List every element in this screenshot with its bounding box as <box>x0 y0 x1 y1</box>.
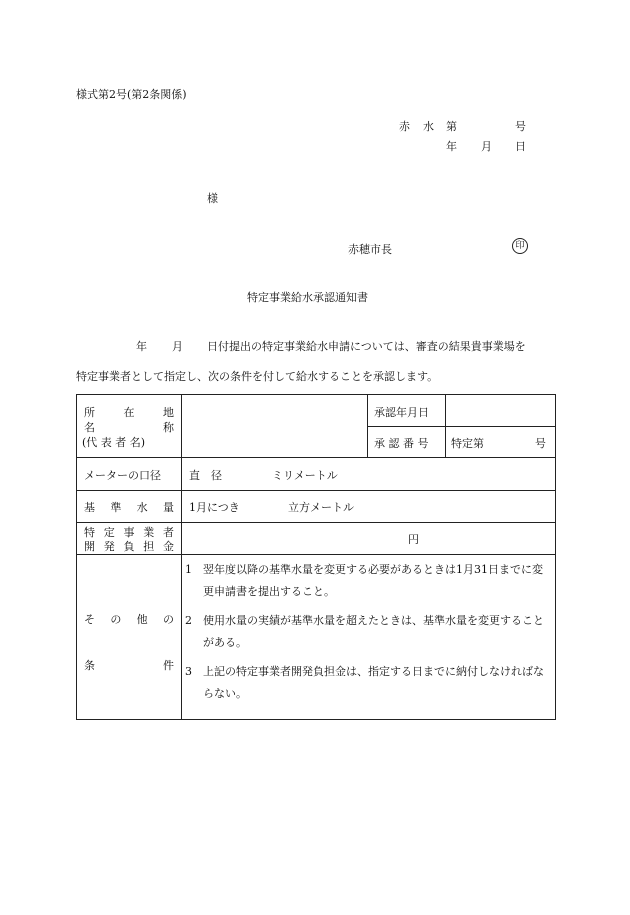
rule-row4 <box>77 554 555 555</box>
other-label-char: そ <box>84 613 95 626</box>
charge-label-char: 事 <box>123 526 135 539</box>
doc-number-prefix-a: 赤 <box>399 120 410 133</box>
other-label-char: の <box>162 613 174 626</box>
other-conditions-label-line1 <box>84 611 174 627</box>
rule-row2 <box>77 490 555 491</box>
charge-label-char: 負 <box>123 540 135 553</box>
charge-label-char: 開 <box>84 540 95 553</box>
other-label-char: の <box>110 613 122 626</box>
rule-approval-label-col <box>367 395 368 457</box>
rule-row3 <box>77 522 555 523</box>
condition-number: 2 <box>185 614 192 627</box>
condition-item <box>185 559 547 603</box>
rule-approval-value-col <box>445 395 446 457</box>
standard-label-char: 基 <box>84 501 95 514</box>
approval-table <box>76 394 556 720</box>
standard-volume-label <box>84 499 174 515</box>
body-line1-text: 日付提出の特定事業給水申請については、審査の結果貴事業場を <box>207 340 526 353</box>
charge-label-char: 金 <box>163 540 174 553</box>
rule-approval-date <box>367 426 555 427</box>
standard-volume-prefix: 1月につき <box>189 501 240 514</box>
document-title: 特定事業給水承認通知書 <box>247 291 368 304</box>
approval-number-suffix: 号 <box>535 437 546 450</box>
condition-number: 3 <box>185 665 192 678</box>
charge-label-char: 業 <box>143 526 155 539</box>
standard-label-char: 水 <box>136 501 148 514</box>
condition-text: 翌年度以降の基準水量を変更する必要があるときは1月31日までに変更申請書を提出すること。 <box>203 563 543 598</box>
standard-label-char: 準 <box>110 501 122 514</box>
other-label-char: 条 <box>84 659 95 672</box>
approval-date-label: 承認年月日 <box>374 406 429 419</box>
other-conditions-label-line2 <box>84 657 174 673</box>
meter-value-unit: ミリメートル <box>272 469 338 482</box>
other-label-char: 他 <box>136 613 148 626</box>
development-charge-unit: 円 <box>408 533 419 546</box>
label-name-char: 称 <box>163 421 174 434</box>
charge-label-char: 者 <box>163 526 174 539</box>
label-representative: (代 表 者 名) <box>82 436 146 449</box>
label-location-char: 所 <box>84 406 95 419</box>
date-year: 年 <box>446 140 457 153</box>
form-number: 様式第2号(第2条関係) <box>76 88 187 101</box>
date-month: 月 <box>481 140 492 153</box>
meter-value-prefix: 直 径 <box>189 469 222 482</box>
development-charge-label-line2 <box>84 538 174 554</box>
rule-label-col <box>181 395 182 719</box>
label-name-char: 名 <box>84 421 95 434</box>
approval-number-label: 承 認 番 号 <box>374 437 429 450</box>
charge-label-char: 担 <box>143 540 155 553</box>
standard-volume-unit: 立方メートル <box>288 501 354 514</box>
standard-label-char: 量 <box>162 501 174 514</box>
condition-item <box>185 661 547 705</box>
body-year: 年 <box>136 340 147 353</box>
condition-item <box>185 610 547 654</box>
charge-label-char: 特 <box>84 526 95 539</box>
date-day: 日 <box>515 140 526 153</box>
body-month: 月 <box>172 340 183 353</box>
doc-number-prefix-b: 水 <box>423 120 434 133</box>
other-label-char: 件 <box>163 659 174 672</box>
addressee-suffix: 様 <box>207 192 218 205</box>
condition-text: 使用水量の実績が基準水量を超えたときは、基準水量を変更することがある。 <box>203 614 544 649</box>
doc-number-suffix: 号 <box>515 120 526 133</box>
label-location-char: 在 <box>123 406 135 419</box>
label-location <box>84 404 174 420</box>
body-line2-text: 特定事業者として指定し、次の条件を付して給水することを承認します。 <box>76 370 439 383</box>
label-location-char: 地 <box>163 406 174 419</box>
issuer: 赤穂市長 <box>348 243 392 256</box>
seal-mark: 印 <box>512 238 528 254</box>
doc-number-prefix-c: 第 <box>446 120 457 133</box>
rule-row1 <box>77 457 555 458</box>
label-name <box>84 419 174 435</box>
charge-label-char: 発 <box>103 540 115 553</box>
approval-number-prefix: 特定第 <box>451 437 484 450</box>
condition-text: 上記の特定事業者開発負担金は、指定する日までに納付しなければならない。 <box>203 665 544 700</box>
meter-label: メーターの口径 <box>84 469 161 482</box>
charge-label-char: 定 <box>103 526 115 539</box>
condition-number: 1 <box>185 563 192 576</box>
